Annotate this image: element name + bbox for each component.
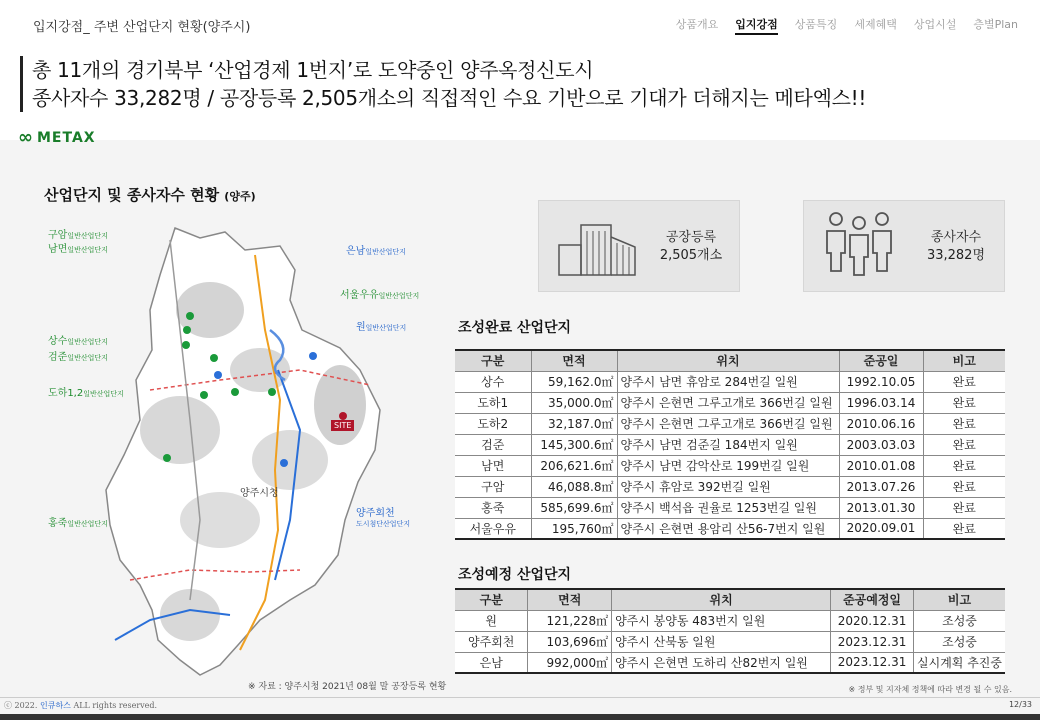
metax-logo (18, 127, 96, 148)
factory-stat-value: 2,505개소 (659, 248, 723, 263)
completed-table (455, 349, 1005, 540)
label-city-hall: 양주시청 (240, 488, 279, 499)
table-cell: 59,162.0㎡ (531, 371, 617, 392)
workers-stat-box (803, 200, 1005, 292)
factory-icon (557, 215, 637, 277)
column-header: 비고 (923, 350, 1005, 371)
table-cell: 양주시 휴암로 392번길 일원 (617, 476, 839, 497)
table-cell: 완료 (923, 497, 1005, 518)
table-cell: 실시계획 추진중 (914, 652, 1006, 673)
table-cell: 도하1 (455, 392, 531, 413)
label-doha: 도하1,2일반산업단지 (48, 388, 124, 399)
table-cell: 585,699.6㎡ (531, 497, 617, 518)
workers-stat-label: 종사자수 (930, 230, 982, 245)
table-cell: 완료 (923, 434, 1005, 455)
table-cell: 서울우유 (455, 518, 531, 539)
people-icon (824, 209, 894, 279)
table-cell: 검준 (455, 434, 531, 455)
page-number: 12/33 (1008, 700, 1032, 709)
table-header-row (455, 589, 1005, 610)
table-cell: 2020.12.31 (831, 610, 914, 631)
table-cell: 1992.10.05 (839, 371, 923, 392)
yangju-map (40, 220, 420, 680)
planned-table (455, 588, 1005, 674)
label-yangju-hoecheon: 양주회천 도시첨단산업단지 (356, 508, 411, 528)
table-cell: 완료 (923, 413, 1005, 434)
column-header: 비고 (914, 589, 1006, 610)
table-cell: 상수 (455, 371, 531, 392)
table-cell: 양주시 남면 검준길 184번지 일원 (617, 434, 839, 455)
workers-stat-text (916, 229, 996, 265)
table-cell: 2013.07.26 (839, 476, 923, 497)
table-cell: 조성중 (914, 631, 1006, 652)
nav-item-floor-plan[interactable]: 층별Plan (973, 18, 1018, 31)
copyright (4, 700, 157, 711)
nav-item-commercial[interactable]: 상업시설 (913, 18, 957, 31)
column-header: 위치 (617, 350, 839, 371)
map-source-note: ※ 자료 : 양주시청 2021년 08월 말 공장등록 현황 (248, 682, 447, 692)
table-cell: 양주회천 (455, 631, 528, 652)
logo-text: METAX (37, 130, 96, 146)
table-cell: 양주시 은현면 그루고개로 366번길 일원 (617, 413, 839, 434)
table-cell: 양주시 봉양동 483번지 일원 (612, 610, 831, 631)
label-nammyeon: 남면일반산업단지 (48, 244, 108, 255)
table-row (455, 610, 1005, 631)
label-eunnam: 은남일반산업단지 (346, 246, 406, 257)
table-cell: 도하2 (455, 413, 531, 434)
table-row (455, 631, 1005, 652)
table-cell: 1996.03.14 (839, 392, 923, 413)
table-cell: 2013.01.30 (839, 497, 923, 518)
table-cell: 양주시 은현면 용암리 산56-7번지 일원 (617, 518, 839, 539)
column-header: 구분 (455, 589, 528, 610)
map-title-suffix: (양주) (224, 190, 256, 203)
table-cell: 완료 (923, 455, 1005, 476)
map-title (44, 184, 256, 205)
table-cell: 2023.12.31 (831, 652, 914, 673)
headline (20, 56, 866, 112)
table-cell: 145,300.6㎡ (531, 434, 617, 455)
column-header: 준공일 (839, 350, 923, 371)
table-row (455, 434, 1005, 455)
workers-stat-value: 33,282명 (926, 248, 986, 263)
planned-table-title: 조성예정 산업단지 (458, 567, 572, 583)
table-row (455, 392, 1005, 413)
column-header: 면적 (531, 350, 617, 371)
table-cell: 양주시 산북동 일원 (612, 631, 831, 652)
table-cell: 양주시 은현면 그루고개로 366번길 일원 (617, 392, 839, 413)
table-cell: 206,621.6㎡ (531, 455, 617, 476)
nav-item-overview[interactable]: 상품개요 (675, 18, 719, 31)
table-cell: 2010.01.08 (839, 455, 923, 476)
headline-line-2: 종사자수 33,282명 / 공장등록 2,505개소의 직접적인 수요 기반으로 기대가 더해지는 메타엑스!! (32, 86, 867, 110)
column-header: 위치 (612, 589, 831, 610)
table-cell: 구암 (455, 476, 531, 497)
infinity-icon: ∞ (18, 127, 33, 148)
page-header (0, 0, 1040, 140)
table-cell: 양주시 남면 휴암로 284번길 일원 (617, 371, 839, 392)
table-cell: 195,760㎡ (531, 518, 617, 539)
table-cell: 완료 (923, 392, 1005, 413)
table-cell: 양주시 남면 감악산로 199번길 일원 (617, 455, 839, 476)
table-cell: 2023.12.31 (831, 631, 914, 652)
table-row (455, 455, 1005, 476)
column-header: 구분 (455, 350, 531, 371)
table-cell: 홍죽 (455, 497, 531, 518)
label-guam: 구암일반산업단지 (48, 230, 108, 241)
copyright-suffix: ALL rights reserved. (73, 701, 158, 710)
table-cell: 완료 (923, 476, 1005, 497)
completed-table-title: 조성완료 산업단지 (458, 320, 572, 336)
table-cell: 완료 (923, 518, 1005, 539)
table-header-row (455, 350, 1005, 371)
table-cell: 32,187.0㎡ (531, 413, 617, 434)
table-cell: 원 (455, 610, 528, 631)
label-hongjuk: 홍죽일반산업단지 (48, 518, 108, 529)
table-cell: 121,228㎡ (528, 610, 612, 631)
label-won: 원일반산업단지 (356, 322, 407, 333)
top-nav (676, 16, 1018, 35)
table-cell: 양주시 은현면 도하리 산82번지 일원 (612, 652, 831, 673)
table-row (455, 371, 1005, 392)
table-cell: 남면 (455, 455, 531, 476)
map-title-text: 산업단지 및 종사자수 현황 (44, 186, 220, 204)
policy-note: ※ 정부 및 지자체 정책에 따라 변경 될 수 있음. (848, 685, 1012, 694)
table-cell: 조성중 (914, 610, 1006, 631)
table-row (455, 413, 1005, 434)
headline-line-1: 총 11개의 경기북부 ‘산업경제 1번지’로 도약중인 양주옥정신도시 (32, 58, 594, 82)
site-badge: SITE (331, 420, 354, 431)
table-row (455, 476, 1005, 497)
table-row (455, 518, 1005, 539)
table-cell: 992,000㎡ (528, 652, 612, 673)
table-row (455, 652, 1005, 673)
factory-stat-text (651, 229, 731, 265)
bottom-bar (0, 714, 1040, 720)
table-cell: 46,088.8㎡ (531, 476, 617, 497)
label-seoul-milk: 서울우유일반산업단지 (340, 290, 420, 301)
table-cell: 103,696㎡ (528, 631, 612, 652)
table-cell: 2003.03.03 (839, 434, 923, 455)
column-header: 준공예정일 (831, 589, 914, 610)
footer-divider (0, 697, 1040, 698)
table-cell: 완료 (923, 371, 1005, 392)
table-cell: 2020.09.01 (839, 518, 923, 539)
label-geomjun: 검준일반산업단지 (48, 352, 108, 363)
factory-stat-label: 공장등록 (665, 230, 717, 245)
table-cell: 양주시 백석읍 권율로 1253번길 일원 (617, 497, 839, 518)
column-header: 면적 (528, 589, 612, 610)
table-row (455, 497, 1005, 518)
table-cell: 2010.06.16 (839, 413, 923, 434)
table-cell: 35,000.0㎡ (531, 392, 617, 413)
nav-item-location[interactable]: 입지강점 (735, 16, 778, 35)
copyright-brand: 인큐하스 (40, 701, 71, 710)
table-cell: 은남 (455, 652, 528, 673)
section-label: 입지강점_ 주변 산업단지 현황(양주시) (33, 20, 251, 35)
factory-stat-box (538, 200, 740, 292)
label-sangsu: 상수일반산업단지 (48, 336, 108, 347)
nav-item-features[interactable]: 상품특징 (794, 18, 838, 31)
copyright-prefix: ⓒ 2022. (4, 701, 38, 710)
nav-item-tax[interactable]: 세제혜택 (854, 18, 897, 31)
